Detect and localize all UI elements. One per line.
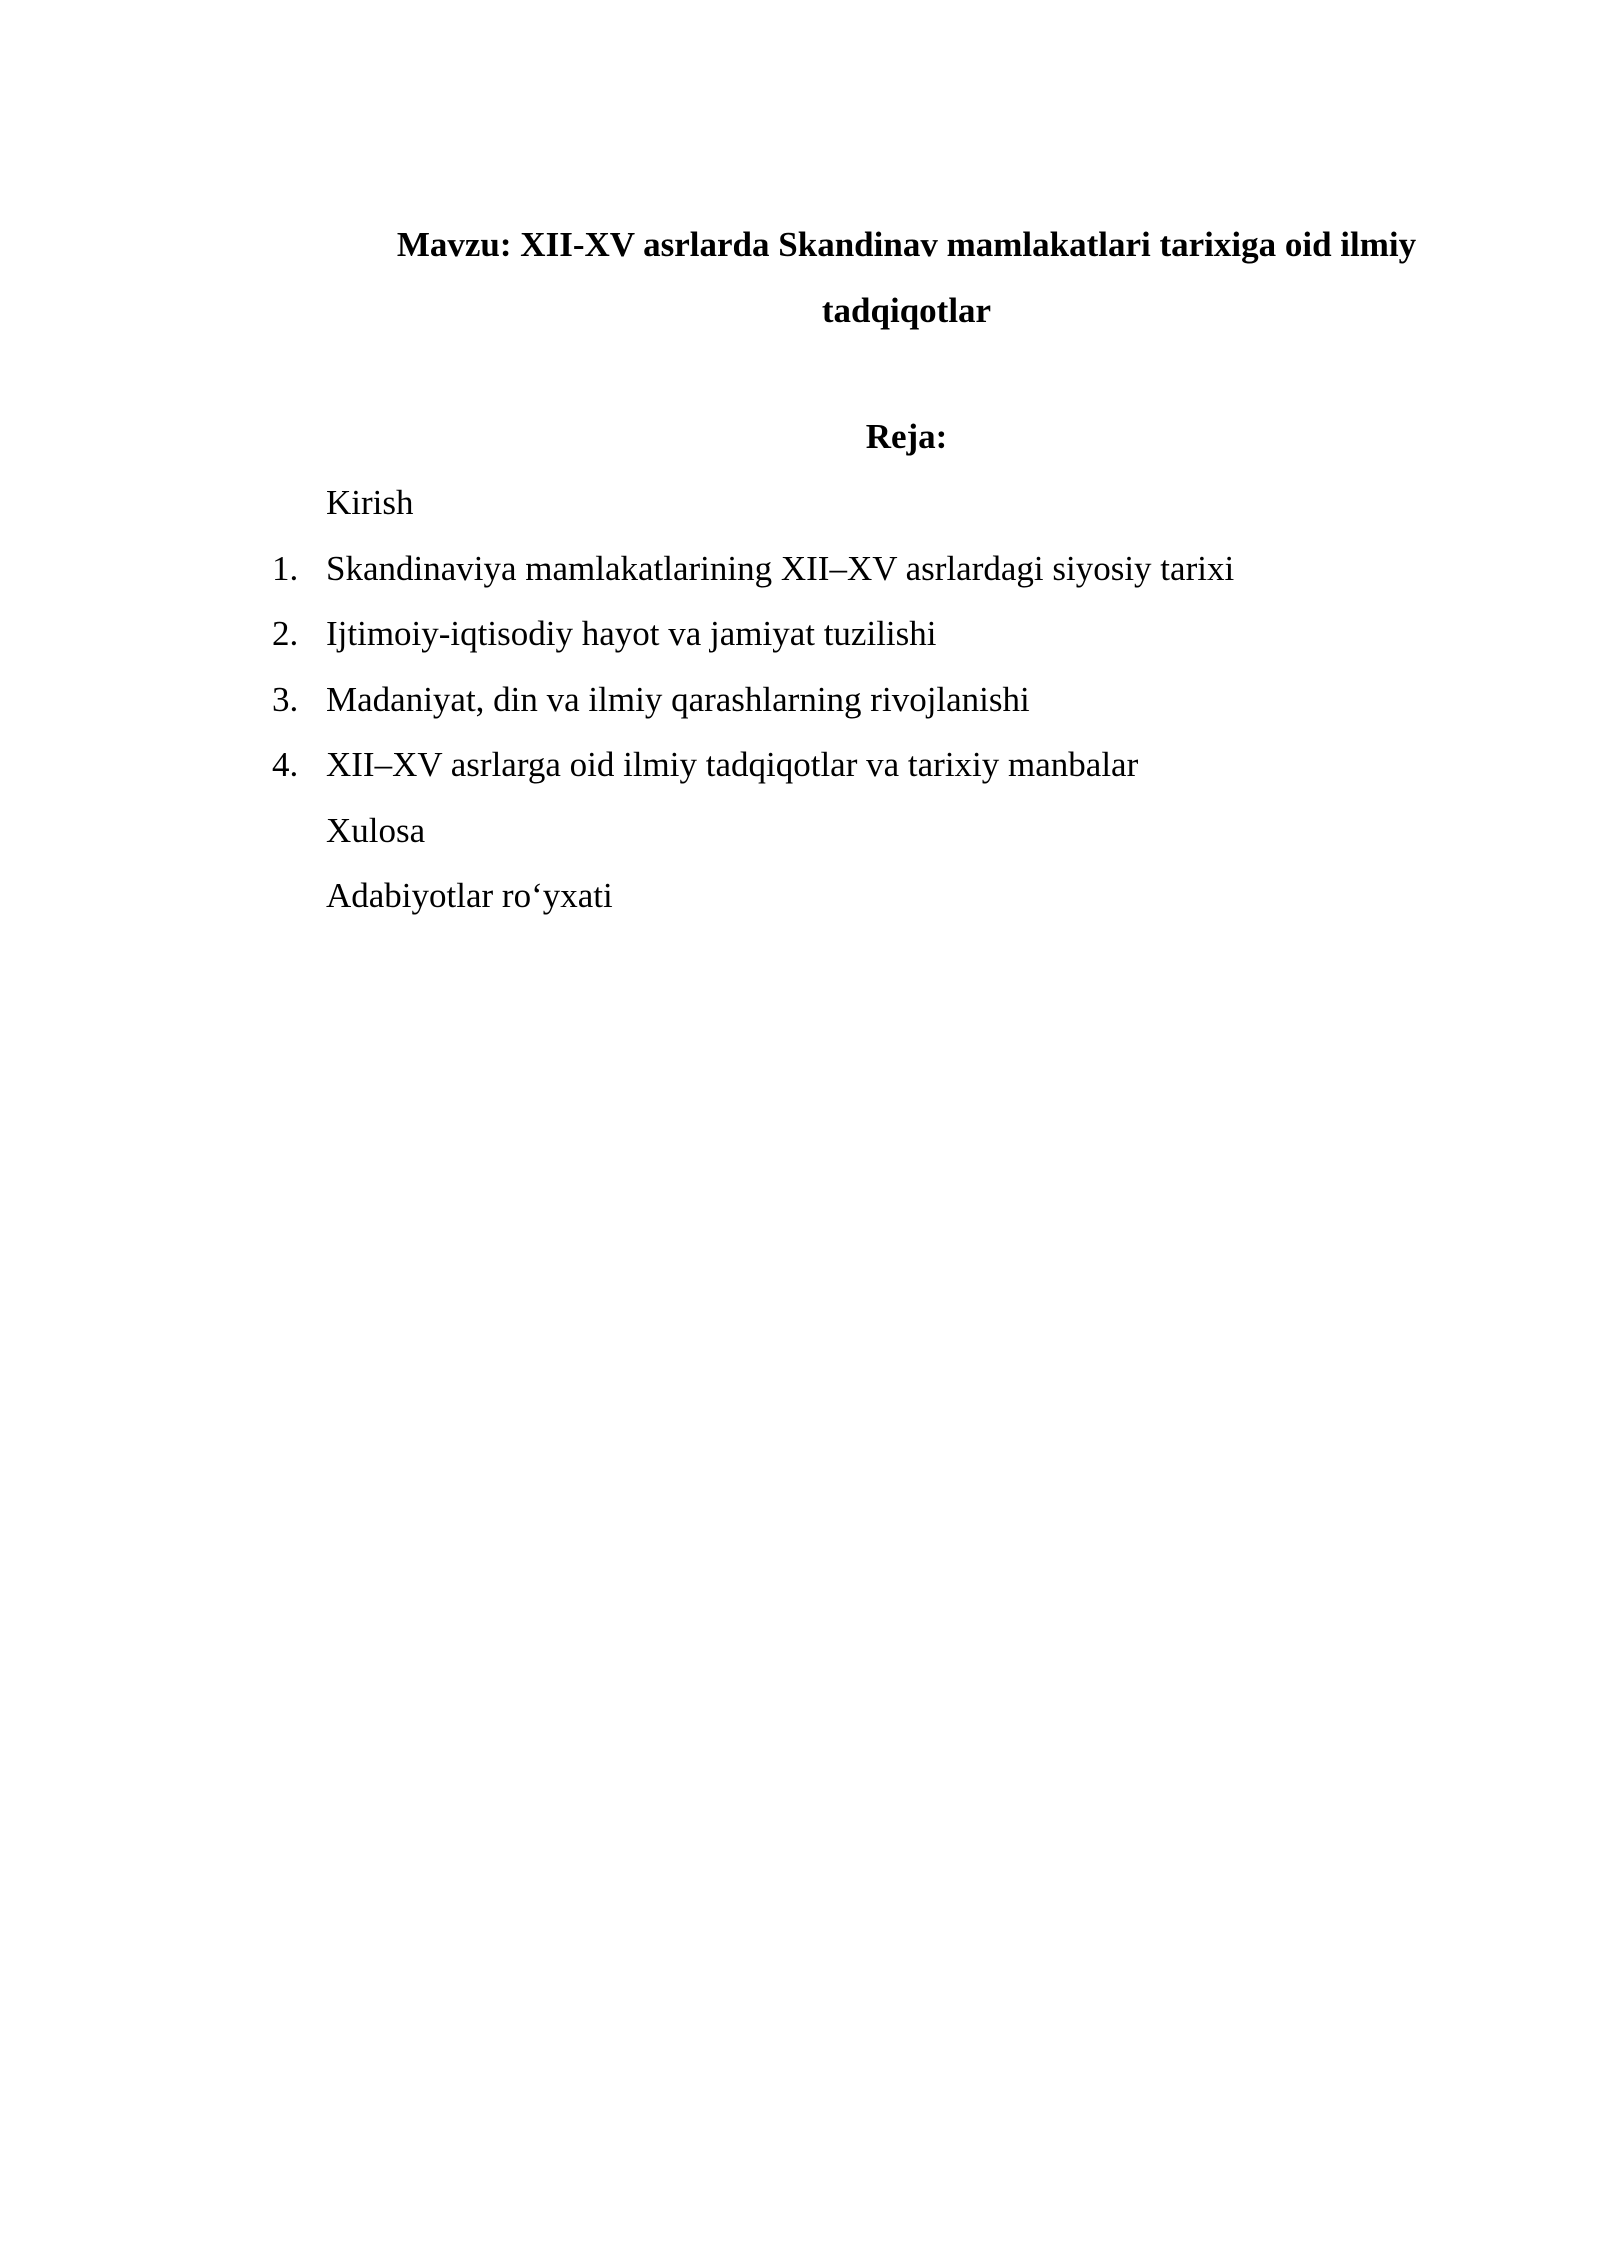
plan-item-number [272,798,326,864]
plan-list [272,470,1234,929]
plan-item-kirish [272,470,1234,536]
plan-item-xulosa [272,798,1234,864]
plan-item-text: Ijtimoiy-iqtisodiy hayot va jamiyat tuzilishi [326,614,937,653]
plan-item-2 [272,601,1234,667]
plan-item-text: Adabiyotlar ro‘yxati [326,876,613,915]
plan-item-number: 2. [272,614,299,653]
plan-item-1 [272,536,1234,602]
plan-item-4 [272,732,1234,798]
plan-item-text: Xulosa [326,810,426,850]
plan-item-text: Skandinaviya mamlakatlarining XII–XV asrlardagi siyosiy tarixi [326,548,1235,588]
plan-item-text: Kirish [326,483,414,522]
plan-item-number: 3. [272,679,299,719]
plan-item-3 [272,667,1234,733]
plan-item-text: XII–XV asrlarga oid ilmiy tadqiqotlar va tarixiy manbalar [326,745,1139,784]
plan-item-text: Madaniyat, din va ilmiy qarashlarning rivojlanishi [326,679,1030,719]
plan-item-number: 1. [272,548,299,588]
plan-item-number: 4. [272,745,299,784]
plan-item-number [272,863,326,929]
document-title: Mavzu: XII-XV asrlarda Skandinav mamlakatlari tarixiga oid ilmiy tadqiqotlar [396,225,1417,330]
plan-item-adabiyotlar [272,863,1234,929]
plan-item-number [272,470,326,536]
plan-heading: Reja: [865,417,948,456]
